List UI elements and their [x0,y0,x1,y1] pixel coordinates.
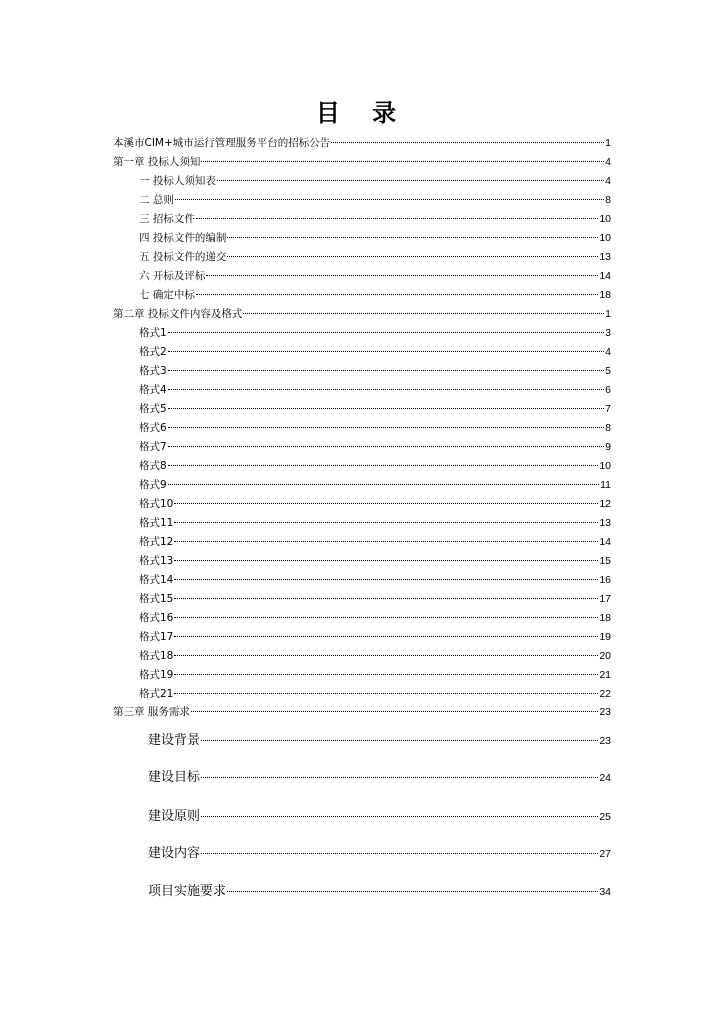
toc-entry-label: 格式1 [139,327,167,339]
toc-page-number: 14 [599,536,611,548]
toc-entry-format-16[interactable] [139,611,611,626]
toc-dot-leader [201,777,598,778]
toc-page-number: 10 [599,213,611,225]
toc-page-number: 4 [605,346,611,358]
toc-page-number: 1 [605,308,611,320]
toc-entry-label: 本溪市CIM+城市运行管理服务平台的招标公告 [113,137,331,149]
toc-entry-implementation-requirements[interactable] [148,883,611,901]
toc-entry-construction-principles[interactable] [148,808,611,826]
toc-entry-label: 四 投标文件的编制 [139,232,227,244]
toc-entry-label: 建设目标 [148,770,201,785]
toc-page-number: 24 [599,772,611,784]
toc-dot-leader [174,503,598,504]
toc-entry-label: 五 投标文件的递交 [139,251,227,263]
toc-entry-format-19[interactable] [139,668,611,683]
toc-entry-bid-preparation[interactable] [139,231,611,246]
toc-dot-leader [174,541,598,542]
toc-page-number: 10 [599,460,611,472]
toc-entry-label: 第三章 服务需求 [113,706,190,718]
toc-page-number: 1 [605,137,611,149]
toc-entry-format-8[interactable] [139,459,611,474]
toc-entry-format-17[interactable] [139,630,611,645]
toc-entry-label: 格式9 [139,479,167,491]
toc-entry-label: 六 开标及评标 [139,270,206,282]
toc-entry-format-15[interactable] [139,592,611,607]
toc-dot-leader [175,199,604,200]
toc-page-number: 18 [599,612,611,624]
toc-entry-label: 格式6 [139,422,167,434]
toc-entry-chapter-3[interactable] [113,705,611,720]
toc-dot-leader [331,142,604,143]
toc-entry-format-4[interactable] [139,383,611,398]
toc-entry-label: 项目实施要求 [148,884,227,899]
toc-dot-leader [168,351,604,352]
toc-page-number: 4 [605,175,611,187]
toc-entry-format-6[interactable] [139,421,611,436]
toc-page-number: 9 [605,441,611,453]
toc-entry-award[interactable] [139,288,611,303]
toc-entry-label: 格式21 [139,688,174,700]
toc-page-number: 3 [605,327,611,339]
toc-entry-format-18[interactable] [139,649,611,664]
toc-entry-format-1[interactable] [139,326,611,341]
toc-dot-leader [174,579,598,580]
toc-dot-leader [206,275,598,276]
toc-entry-label: 格式12 [139,536,174,548]
toc-dot-leader [174,674,598,675]
toc-entry-format-11[interactable] [139,516,611,531]
toc-page-number: 15 [599,555,611,567]
toc-dot-leader [168,370,604,371]
toc-entry-format-9[interactable] [139,478,611,493]
toc-dot-leader [168,427,604,428]
toc-page-number: 4 [605,156,611,168]
toc-entry-label: 格式8 [139,460,167,472]
toc-dot-leader [196,294,598,295]
toc-entry-format-13[interactable] [139,554,611,569]
toc-dot-leader [227,256,598,257]
toc-dot-leader [168,465,599,466]
toc-page-number: 6 [605,384,611,396]
toc-entry-format-3[interactable] [139,364,611,379]
toc-page-number: 34 [599,886,611,898]
toc-page-number: 16 [599,574,611,586]
toc-entry-label: 建设内容 [148,846,201,861]
toc-page-number: 10 [599,232,611,244]
toc-entry-label: 格式13 [139,555,174,567]
toc-entry-label: 第二章 投标文件内容及格式 [113,308,243,320]
toc-entry-construction-content[interactable] [148,845,611,863]
toc-entry-format-21[interactable] [139,687,611,702]
toc-entry-chapter-1[interactable] [113,155,611,170]
toc-page-number: 21 [599,669,611,681]
toc-dot-leader [174,655,598,656]
toc-entry-label: 建设背景 [148,733,201,748]
toc-entry-format-5[interactable] [139,402,611,417]
toc-entry-tender-documents[interactable] [139,212,611,227]
toc-page-number: 11 [600,479,611,491]
toc-page-number: 23 [599,735,611,747]
toc-page-number: 27 [599,848,611,860]
toc-entry-label: 七 确定中标 [139,289,195,301]
toc-entry-label: 格式11 [139,517,174,529]
toc-dot-leader [201,816,598,817]
toc-title: 目 录 [315,99,409,127]
toc-entry-label: 格式4 [139,384,167,396]
toc-dot-leader [196,218,598,219]
toc-dot-leader [191,711,598,712]
toc-entry-label: 三 招标文件 [139,213,195,225]
toc-dot-leader [201,740,598,741]
toc-dot-leader [168,332,604,333]
toc-entry-format-2[interactable] [139,345,611,360]
toc-dot-leader [201,853,598,854]
toc-page-number: 19 [599,631,611,643]
toc-entry-label: 建设原则 [148,809,201,824]
toc-page-number: 13 [599,517,611,529]
toc-dot-leader [201,161,604,162]
toc-page-number: 22 [599,688,611,700]
toc-entry-label: 格式3 [139,365,167,377]
toc-entry-general-provisions[interactable] [139,193,611,208]
toc-entry-format-7[interactable] [139,440,611,455]
toc-dot-leader [174,598,598,599]
toc-page-number: 20 [599,650,611,662]
toc-page-number: 14 [599,270,611,282]
toc-dot-leader [217,180,604,181]
toc-dot-leader [174,617,598,618]
toc-dot-leader [168,484,599,485]
toc-entry-label: 格式10 [139,498,174,510]
toc-entry-label: 格式15 [139,593,174,605]
toc-entry-label: 格式16 [139,612,174,624]
toc-entry-label: 二 总则 [139,194,174,206]
toc-dot-leader [174,693,598,694]
toc-page-number: 8 [605,194,611,206]
toc-page-number: 7 [605,403,611,415]
toc-dot-leader [174,636,598,637]
toc-entry-construction-background[interactable] [148,732,611,750]
toc-entry-label: 格式2 [139,346,167,358]
toc-page-number: 13 [599,251,611,263]
toc-entry-format-10[interactable] [139,497,611,512]
toc-entry-opening-evaluation[interactable] [139,269,611,284]
toc-page-number: 18 [599,289,611,301]
toc-entry-format-12[interactable] [139,535,611,550]
toc-dot-leader [168,446,604,447]
toc-entry-bidder-instructions-table[interactable] [139,174,611,189]
toc-page-number: 25 [599,811,611,823]
toc-entry-label: 一 投标人须知表 [139,175,216,187]
toc-entry-construction-objectives[interactable] [148,769,611,787]
toc-page-number: 12 [599,498,611,510]
toc-entry-chapter-2[interactable] [113,307,611,322]
toc-entry-label: 格式7 [139,441,167,453]
toc-page-number: 5 [605,365,611,377]
toc-dot-leader [243,313,604,314]
toc-dot-leader [227,891,598,892]
toc-entry-tender-announcement[interactable] [113,136,611,151]
toc-entry-label: 格式14 [139,574,174,586]
toc-page-number: 8 [605,422,611,434]
toc-entry-label: 格式18 [139,650,174,662]
toc-dot-leader [168,408,604,409]
toc-dot-leader [227,237,598,238]
toc-entry-label: 格式19 [139,669,174,681]
toc-entry-format-14[interactable] [139,573,611,588]
toc-page-number: 23 [599,706,611,718]
toc-page-number: 17 [599,593,611,605]
toc-dot-leader [168,389,604,390]
toc-entry-bid-submission[interactable] [139,250,611,265]
toc-dot-leader [174,522,598,523]
toc-entry-label: 格式5 [139,403,167,415]
toc-entry-label: 格式17 [139,631,174,643]
toc-dot-leader [174,560,598,561]
toc-entry-label: 第一章 投标人须知 [113,156,201,168]
